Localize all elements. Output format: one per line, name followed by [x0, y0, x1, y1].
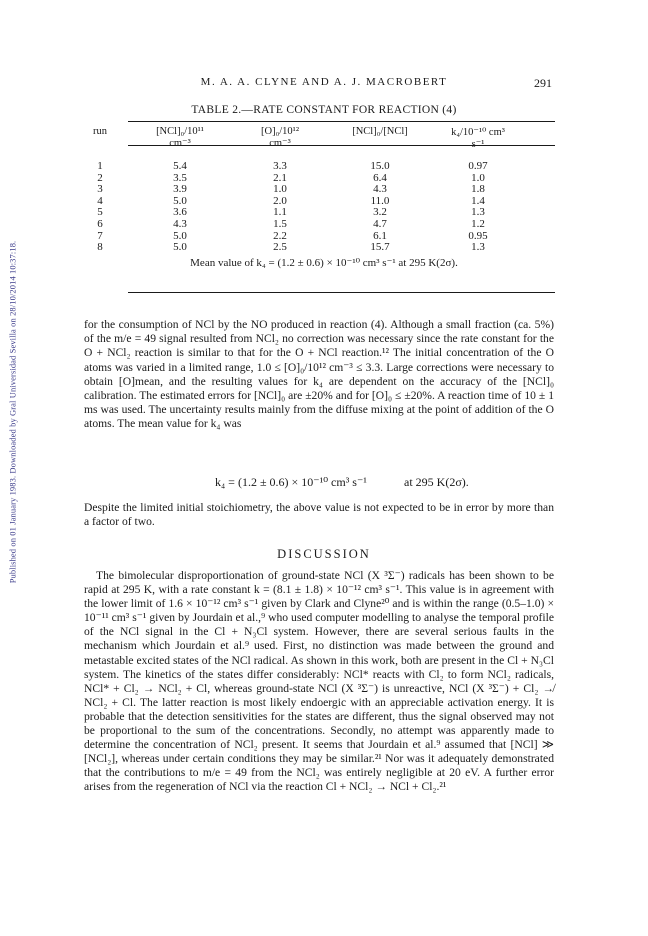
table-row: [0, 206, 648, 218]
body-paragraph: for the consumption of NCl by the NO produced in reaction (4). Although a small fraction (ca. 5%) of the m/e = 49 signal resulted from NCl₂ no correction was necessary since the rate constant for the O + NCl₂ reaction is similar to that for the O + NCl reaction.¹² The initial concentration of the O atoms was varied in a limited range, 1.0 ≤ [O]₀/10¹² cm⁻³ ≤ 3.3. Large corrections were necessary to obtain [O]mean, and the resulting values for k₄ are dependent on the accuracy of the [NCl]₀ calibration. The estimated errors for [NCl]₀ are ±20% and for [O]₀ ≤ ±20%. A reaction time of 10 ± 1 ms was used. The uncertainty results mainly from the diffuse mixing at the point of addition of the O atoms. The mean value for k₄ was: [84, 318, 554, 431]
cell-ncl0: 5.0: [173, 229, 187, 242]
table-footnote: Mean value of k₄ = (1.2 ± 0.6) × 10⁻¹⁰ cm³ s⁻¹ at 295 K(2σ).: [190, 257, 458, 269]
cell-o0: 2.1: [273, 171, 287, 184]
cell-ratio: 15.0: [370, 160, 390, 172]
cell-ncl0: 4.3: [173, 217, 187, 230]
cell-ratio: 11.0: [370, 194, 390, 207]
table-row: [0, 241, 648, 253]
cell-o0: 3.3: [273, 160, 287, 172]
cell-run: 7: [97, 229, 103, 242]
table-top-rule: [128, 121, 555, 122]
running-title: M. A. A. CLYNE AND A. J. MACROBERT: [200, 76, 448, 88]
table-body: [0, 160, 648, 253]
table-row: [0, 230, 648, 242]
equation-expression: k₄ = (1.2 ± 0.6) × 10⁻¹⁰ cm³ s⁻¹: [215, 475, 367, 489]
cell-k4: 1.0: [471, 171, 485, 184]
cell-run: 3: [97, 183, 103, 196]
cell-ratio: 3.2: [373, 206, 387, 219]
table-bottom-rule: [128, 292, 555, 293]
table-row: [0, 160, 648, 172]
column-header-ratio: [NCl]₀/[NCl]: [352, 126, 408, 137]
column-header-ncl0: [NCl]₀/10¹¹ cm⁻³: [156, 126, 204, 149]
cell-ncl0: 3.5: [173, 171, 187, 184]
cell-ratio: 6.1: [373, 229, 387, 242]
column-header-k4: k₄/10⁻¹⁰ cm³ s⁻¹: [451, 127, 505, 150]
cell-ratio: 15.7: [370, 241, 390, 254]
cell-o0: 2.0: [273, 194, 287, 207]
column-header-o0: [O]₀/10¹² cm⁻³: [261, 126, 299, 149]
cell-k4: 1.3: [471, 241, 485, 254]
cell-run: 4: [97, 194, 103, 207]
cell-k4: 0.97: [468, 160, 488, 172]
cell-k4: 1.4: [471, 194, 485, 207]
equation-condition: at 295 K(2σ).: [404, 475, 469, 489]
table-row: [0, 172, 648, 184]
cell-o0: 1.5: [273, 217, 287, 230]
cell-run: 5: [97, 206, 103, 219]
cell-k4: 0.95: [468, 229, 488, 242]
cell-k4: 1.3: [471, 206, 485, 219]
cell-ratio: 4.3: [373, 183, 387, 196]
cell-run: 6: [97, 217, 103, 230]
cell-run: 1: [97, 160, 103, 172]
cell-run: 8: [97, 241, 103, 254]
table-row: [0, 218, 648, 230]
body-paragraph: Despite the limited initial stoichiometry, the above value is not expected to be in error by more than a factor of two.: [84, 501, 554, 529]
cell-ncl0: 3.9: [173, 183, 187, 196]
table-header-rule: [128, 145, 555, 146]
page-number: 291: [534, 76, 552, 90]
cell-ratio: 6.4: [373, 171, 387, 184]
page-header: [0, 76, 648, 92]
table-row: [0, 183, 648, 195]
cell-o0: 2.2: [273, 229, 287, 242]
download-watermark-text: Published on 01 January 1983. Downloaded by Gral Universidad Sevilla on 28/10/2014 10:37:18.: [7, 240, 17, 584]
cell-ncl0: 5.0: [173, 194, 187, 207]
section-heading: DISCUSSION: [277, 547, 371, 561]
cell-ncl0: 5.0: [173, 241, 187, 254]
cell-o0: 2.5: [273, 241, 287, 254]
table-title: TABLE 2.—RATE CONSTANT FOR REACTION (4): [191, 104, 457, 116]
body-paragraph: The bimolecular disproportionation of ground-state NCl (X ³Σ⁻) radicals has been shown to be rapid at 295 K, with a rate constant k = (8.1 ± 1.8) × 10⁻¹² cm³ s⁻¹. This value is in agreement with the lower limit of 1.6 × 10⁻¹² cm³ s⁻¹ given by Clark and Clyne²⁰ and is within the range (0.5–1.0) × 10⁻¹¹ cm³ s⁻¹ given by Jourdain et al.,⁹ who used computer modelling to analyse the temporal profile of the NCl signal in the Cl + N₃Cl system. However, there are several serious faults in the mechanism which Jourdain et al.⁹ used. First, no distinction was made between the ground and metastable excited states of the NCl radical. As shown in this work, both are present in the Cl + N₃Cl system. The kinetics of the states differ considerably: NCl* reacts with Cl₂ to form NCl₂ radicals, NCl* + Cl₂ → NCl₂ + Cl, whereas ground-state NCl (X ³Σ⁻) is unreactive, NCl (X ³Σ⁻) + Cl₂ ↛ NCl₂ + Cl. The latter reaction is most likely endoergic with an appreciable activation energy. It is probable that the detection sensitivities for the states are different, thus the signal observed may not be proportional to the sum of the concentrations. Secondly, no attempt was apparently made to determine the concentration of NCl₂ present. It seems that Jourdain et al.⁹ assumed that [NCl] ≫ [NCl₂], whereas under certain conditions they may be similar.²¹ Nor was it adequately demonstrated that the contributions to m/e = 49 from the NCl₂ was entirely negligible at 20 eV. A further error arises from the regeneration of NCl via the reaction Cl + NCl₂ → NCl + Cl₂.²¹: [84, 569, 554, 794]
cell-ratio: 4.7: [373, 217, 387, 230]
cell-o0: 1.0: [273, 183, 287, 196]
cell-k4: 1.2: [471, 217, 485, 230]
cell-o0: 1.1: [273, 206, 287, 219]
table-row: [0, 195, 648, 207]
cell-ncl0: 3.6: [173, 206, 187, 219]
column-header-run: run: [93, 126, 107, 137]
cell-k4: 1.8: [471, 183, 485, 196]
cell-run: 2: [97, 171, 103, 184]
cell-ncl0: 5.4: [173, 160, 187, 172]
table-header: [0, 126, 648, 150]
